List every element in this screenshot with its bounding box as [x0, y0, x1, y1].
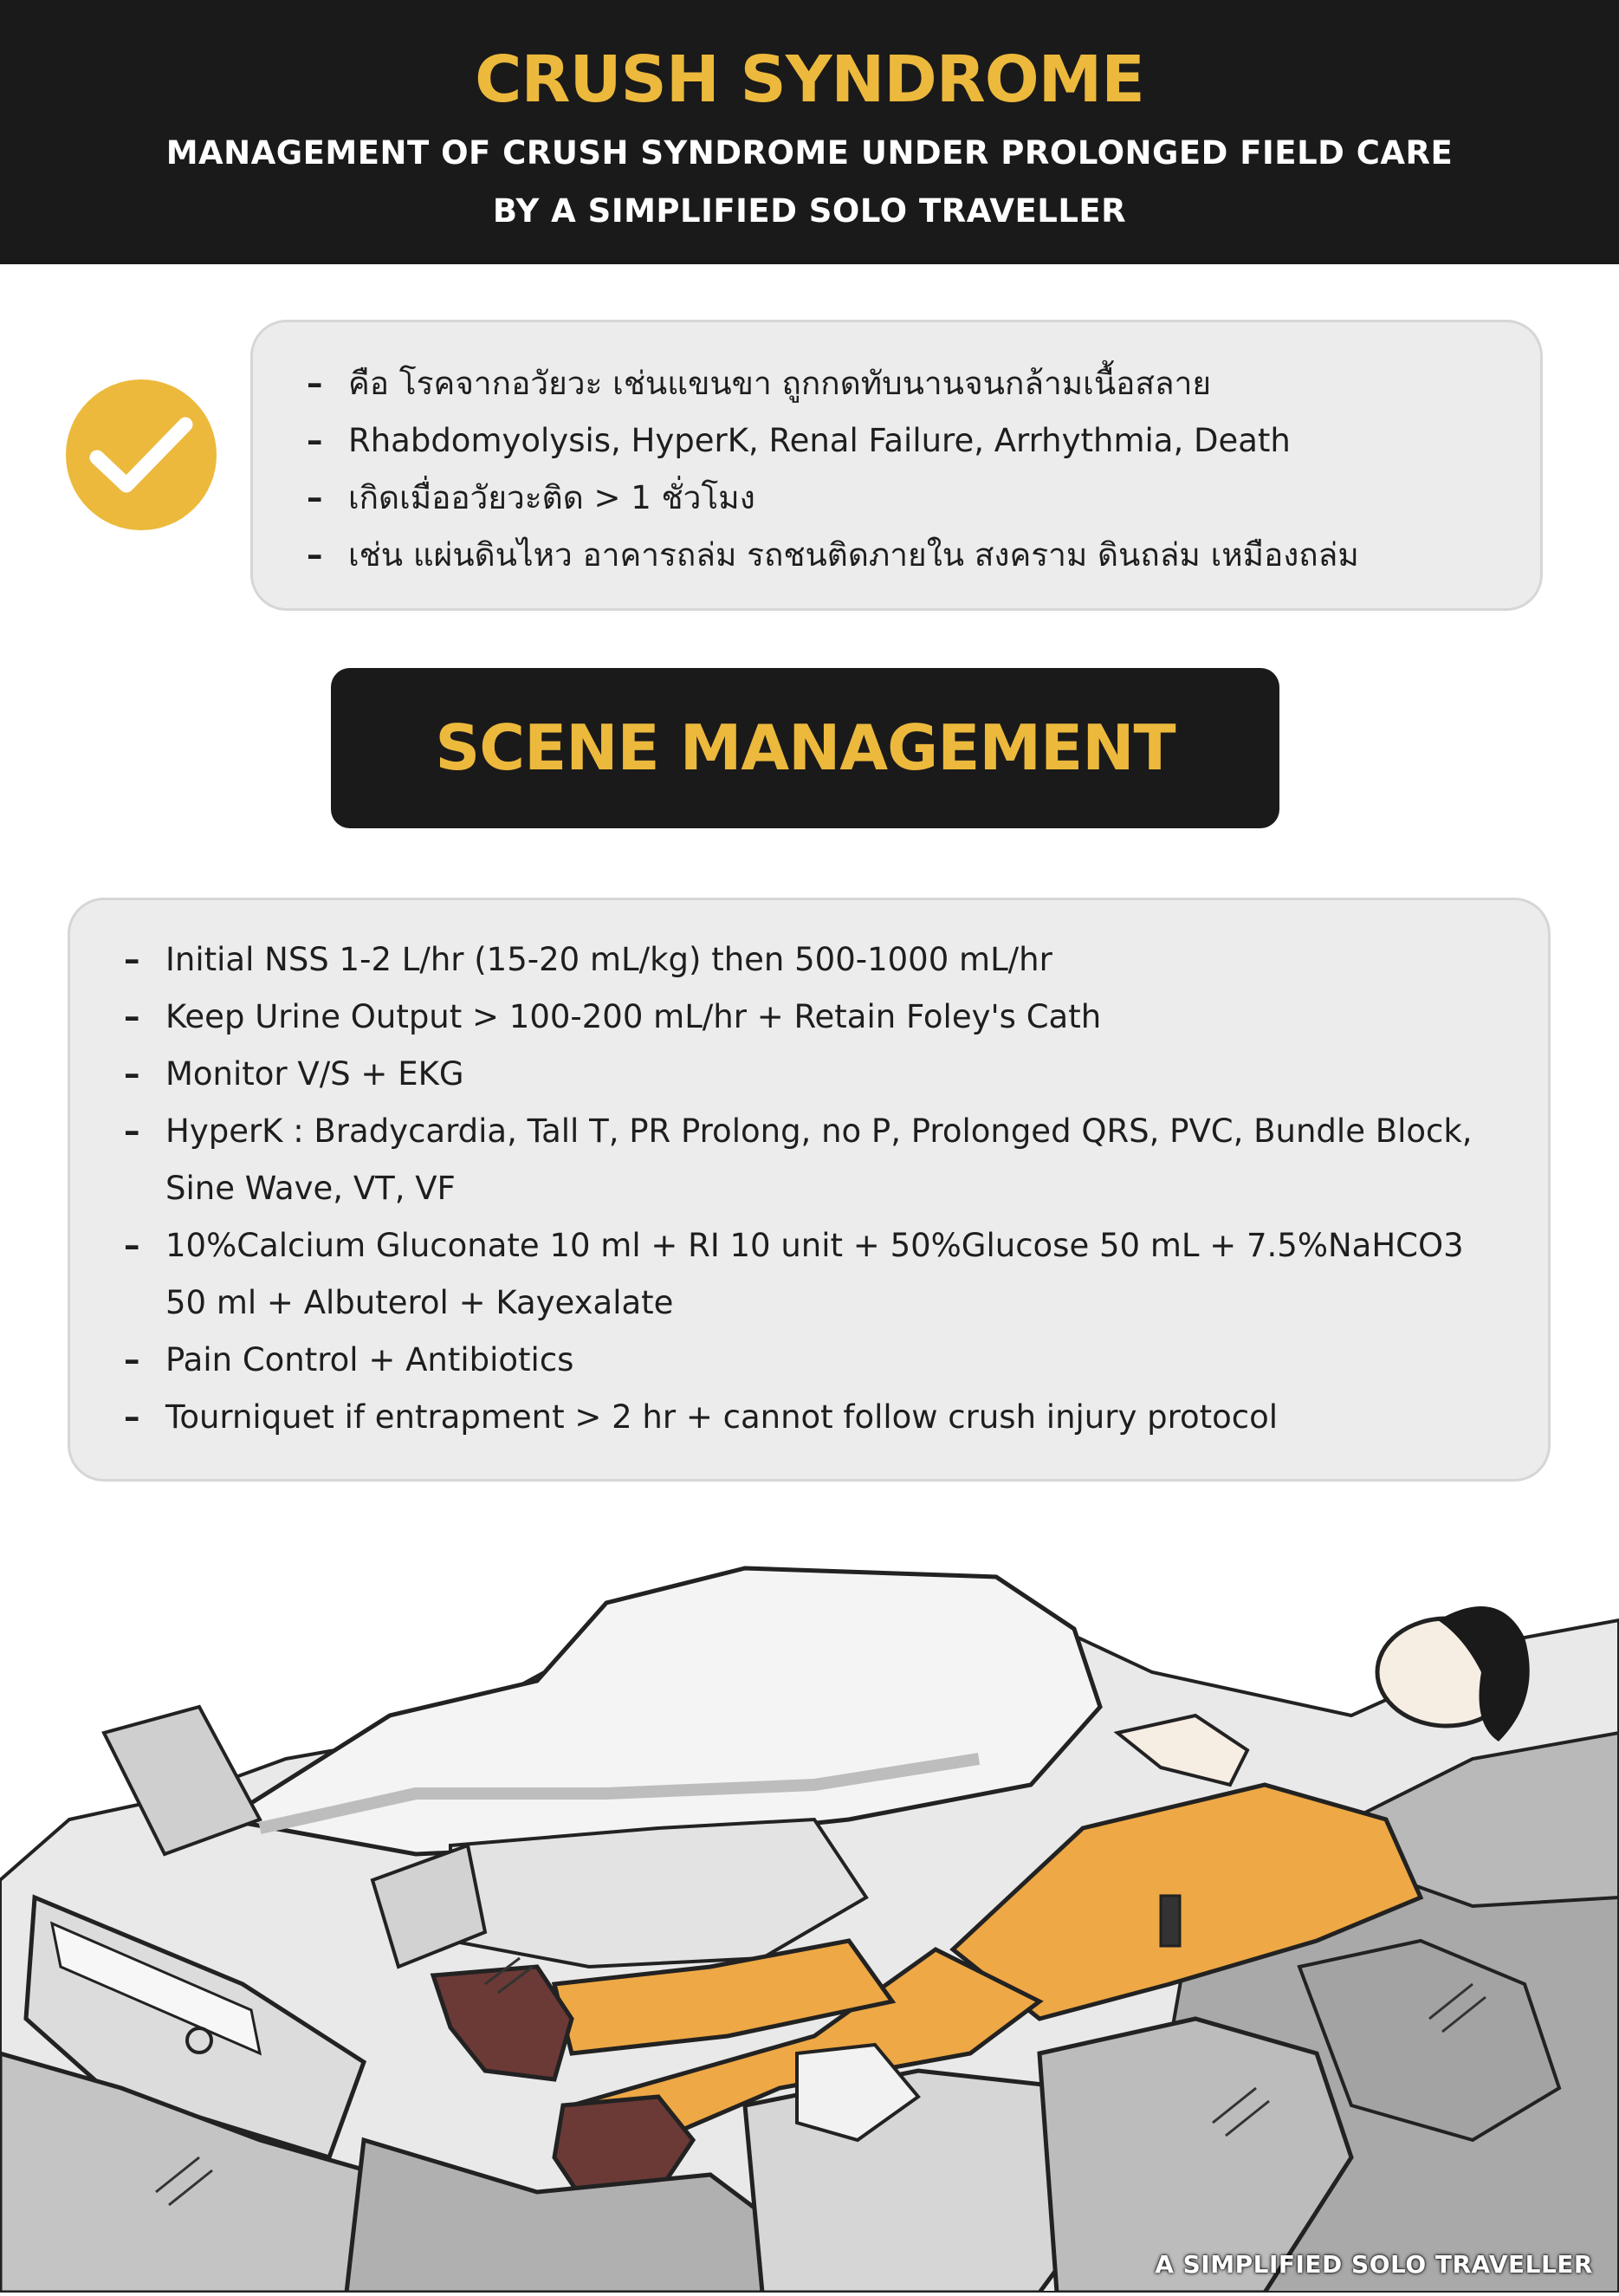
check-icon	[66, 379, 217, 530]
scene-item	[124, 1103, 1510, 1217]
intro-item-text: คือ โรคจากอวัยวะ เช่นแขนขา ถูกกดทับนานจนกล้ามเนื้อสลาย	[348, 365, 1212, 402]
intro-item-text: เกิดเมื่ออวัยวะติด > 1 ชั่วโมง	[348, 479, 755, 516]
credit-watermark: A SIMPLIFIED SOLO TRAVELLER	[1155, 2250, 1593, 2279]
intro-item-text: เช่น แผ่นดินไหว อาคารถล่ม รถชนติดภายใน สงคราม ดินถล่ม เหมืองถล่ม	[348, 536, 1359, 574]
dash-bullet: –	[307, 536, 323, 574]
scene-item-text: HyperK : Bradycardia, Tall T, PR Prolong, no P, Prolonged QRS, PVC, Bundle Block, Sine Wave, VT, VF	[165, 1112, 1473, 1207]
intro-item	[307, 412, 1359, 470]
scene-item-text: Tourniquet if entrapment > 2 hr + cannot follow crush injury protocol	[165, 1398, 1279, 1436]
scene-item	[124, 1389, 1510, 1446]
scene-item	[124, 1217, 1510, 1332]
scene-management-banner	[331, 668, 1279, 828]
page-title: CRUSH SYNDROME	[475, 42, 1144, 117]
scene-item	[124, 1332, 1510, 1389]
dash-bullet: –	[124, 941, 140, 978]
scene-management-heading: SCENE MANAGEMENT	[435, 711, 1175, 784]
dash-bullet: –	[307, 479, 323, 516]
scene-item-text: Monitor V/S + EKG	[165, 1055, 464, 1093]
dash-bullet: –	[124, 1341, 140, 1378]
intro-item	[307, 355, 1359, 412]
subtitle-line-2: BY A SIMPLIFIED SOLO TRAVELLER	[492, 192, 1127, 230]
scene-item	[124, 931, 1510, 989]
subtitle-line-1: MANAGEMENT OF CRUSH SYNDROME UNDER PROLONGED FIELD CARE	[165, 134, 1454, 172]
intro-item-text: Rhabdomyolysis, HyperK, Renal Failure, Arrhythmia, Death	[348, 422, 1291, 459]
dash-bullet: –	[124, 998, 140, 1035]
dash-bullet: –	[124, 1227, 140, 1264]
scene-item-text: Pain Control + Antibiotics	[165, 1341, 574, 1378]
scene-item-text: 10%Calcium Gluconate 10 ml + RI 10 unit + 50%Glucose 50 mL + 7.5%NaHCO3 50 ml + Albuterol + Kayexalate	[165, 1227, 1464, 1321]
scene-management-box	[68, 898, 1551, 1482]
scene-item-text: Keep Urine Output > 100-200 mL/hr + Retain Foley's Cath	[165, 998, 1102, 1035]
scene-item	[124, 989, 1510, 1046]
scene-item-text: Initial NSS 1-2 L/hr (15-20 mL/kg) then 500-1000 mL/hr	[165, 941, 1052, 978]
scene-item	[124, 1046, 1510, 1103]
scene-list	[124, 931, 1510, 1446]
rubble-scene-svg	[0, 1534, 1619, 2293]
intro-list	[307, 355, 1359, 584]
intro-box	[250, 320, 1543, 611]
header-banner	[0, 0, 1619, 264]
dash-bullet: –	[124, 1055, 140, 1093]
collapsed-building-victim-illustration	[0, 1534, 1619, 2293]
dash-bullet: –	[307, 365, 323, 402]
intro-item	[307, 527, 1359, 584]
dash-bullet: –	[307, 422, 323, 459]
intro-item	[307, 470, 1359, 527]
dash-bullet: –	[124, 1398, 140, 1436]
dash-bullet: –	[124, 1112, 140, 1150]
